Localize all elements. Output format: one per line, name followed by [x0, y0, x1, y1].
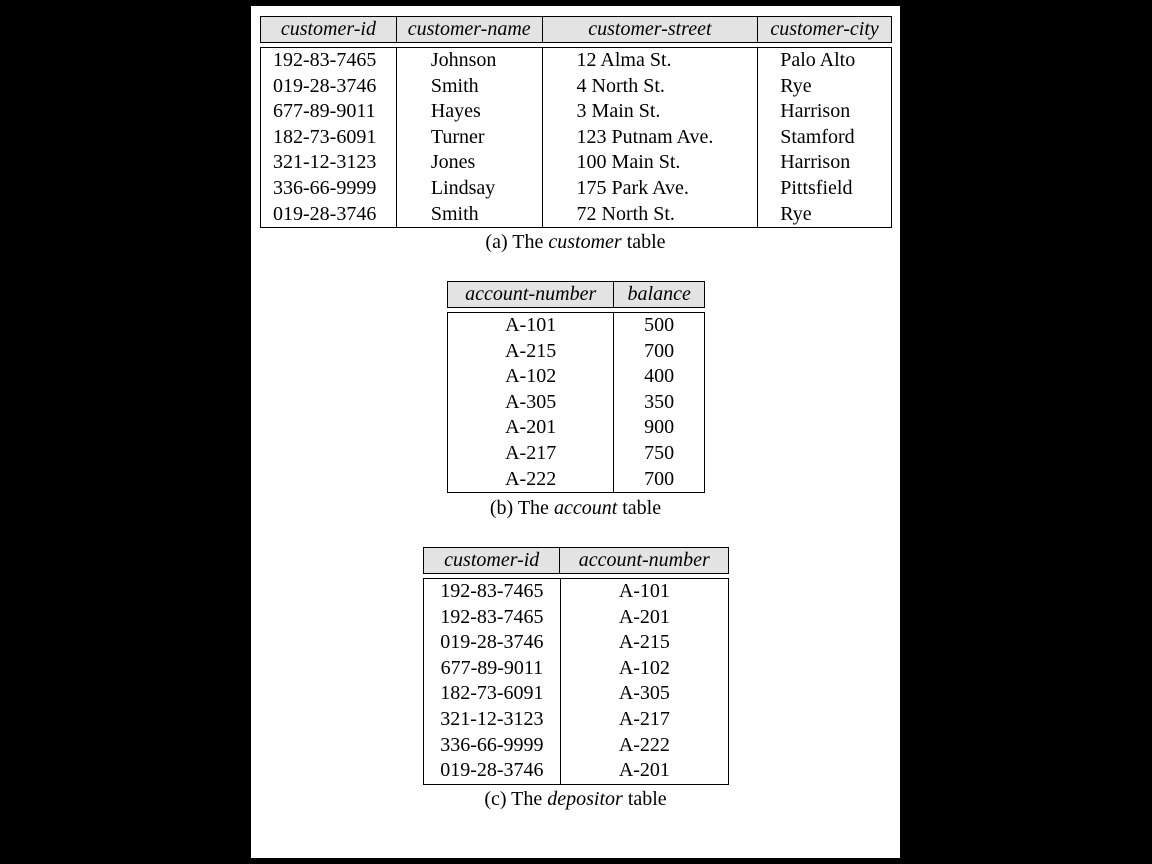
caption-suffix: table	[622, 788, 667, 810]
caption-prefix: (b) The	[489, 497, 554, 519]
table-cell: Turner	[396, 125, 542, 151]
column-header: balance	[614, 282, 705, 308]
caption-table-name: customer	[548, 231, 622, 253]
account-figure	[447, 281, 705, 493]
table-cell: 175 Park Ave.	[542, 176, 758, 202]
table-cell: 72 North St.	[542, 202, 758, 228]
column-header: customer-city	[758, 17, 892, 43]
table-cell: A-217	[505, 441, 557, 464]
table-cell: 123 Putnam Ave.	[542, 125, 758, 151]
table-row	[448, 415, 705, 441]
column-header: customer-id	[444, 549, 540, 571]
header-row	[424, 548, 729, 574]
table-cell: 321-12-3123	[440, 707, 544, 730]
table-row	[424, 579, 729, 605]
account-table-header	[447, 281, 705, 308]
table-cell: 700	[614, 339, 705, 365]
depositor-figure	[423, 547, 729, 785]
table-row	[448, 313, 705, 339]
table-cell: 192-83-7465	[440, 580, 544, 602]
table-cell: A-201	[505, 416, 557, 439]
table-cell: Smith	[396, 74, 542, 100]
table-row	[424, 733, 729, 759]
table-cell: Lindsay	[396, 176, 542, 202]
table-row	[261, 176, 892, 202]
table-cell: 3 Main St.	[542, 99, 758, 125]
table-cell: Stamford	[758, 125, 892, 151]
table-row	[448, 467, 705, 493]
table-cell: Jones	[396, 150, 542, 176]
customer-caption	[251, 231, 900, 254]
table-row	[448, 441, 705, 467]
table-cell: A-102	[505, 365, 557, 388]
table-cell: 4 North St.	[542, 74, 758, 100]
column-header: account-number	[560, 548, 729, 574]
column-header: customer-id	[280, 18, 376, 40]
table-cell: Pittsfield	[758, 176, 892, 202]
table-row	[261, 99, 892, 125]
table-cell: A-201	[560, 758, 728, 784]
table-cell: A-201	[560, 605, 728, 631]
table-cell: Harrison	[758, 150, 892, 176]
table-cell: 350	[614, 390, 705, 416]
table-row	[261, 48, 892, 74]
table-cell: 182-73-6091	[440, 682, 544, 705]
table-cell: Hayes	[396, 99, 542, 125]
table-cell: 019-28-3746	[273, 74, 377, 97]
table-cell: Smith	[396, 202, 542, 228]
customer-figure	[260, 16, 892, 228]
table-row	[261, 202, 892, 228]
table-cell: 750	[614, 441, 705, 467]
table-cell: 400	[614, 364, 705, 390]
table-row	[424, 656, 729, 682]
table-cell: 192-83-7465	[273, 49, 377, 71]
table-cell: 019-28-3746	[440, 631, 544, 654]
table-row	[424, 681, 729, 707]
table-cell: 700	[614, 467, 705, 493]
table-cell: 677-89-9011	[273, 100, 376, 123]
caption-suffix: table	[621, 231, 666, 253]
table-cell: A-215	[505, 339, 557, 362]
depositor-table-header	[423, 547, 729, 574]
table-cell: A-222	[505, 467, 557, 490]
caption-suffix: table	[617, 497, 662, 519]
table-cell: Rye	[758, 74, 892, 100]
table-cell: A-305	[505, 390, 557, 413]
table-row	[261, 125, 892, 151]
table-cell: 336-66-9999	[440, 733, 544, 756]
table-cell: Palo Alto	[758, 48, 892, 74]
table-row	[448, 364, 705, 390]
table-cell: 12 Alma St.	[542, 48, 758, 74]
table-cell: A-101	[560, 579, 728, 605]
table-cell: A-305	[560, 681, 728, 707]
column-header: account-number	[465, 283, 597, 305]
depositor-table-body	[423, 578, 729, 785]
table-cell: 019-28-3746	[273, 202, 377, 225]
caption-table-name: account	[553, 497, 618, 519]
table-cell: A-215	[560, 630, 728, 656]
document-page	[251, 6, 900, 858]
table-row	[448, 339, 705, 365]
table-cell: Rye	[758, 202, 892, 228]
table-row	[424, 630, 729, 656]
column-header: customer-street	[542, 17, 757, 43]
caption-prefix: (c) The	[484, 788, 548, 810]
table-cell: A-101	[505, 314, 557, 336]
column-header: customer-name	[396, 17, 542, 43]
table-row	[261, 74, 892, 100]
caption-table-name: depositor	[547, 788, 623, 810]
table-cell: 336-66-9999	[273, 176, 377, 199]
table-cell: A-217	[560, 707, 728, 733]
table-cell: A-102	[560, 656, 728, 682]
table-row	[448, 390, 705, 416]
table-row	[424, 758, 729, 784]
table-cell: 500	[614, 313, 705, 339]
header-row	[261, 17, 892, 43]
table-cell: 182-73-6091	[273, 125, 377, 148]
table-cell: 100 Main St.	[542, 150, 758, 176]
customer-table-header	[260, 16, 892, 43]
caption-prefix: (a) The	[485, 231, 549, 253]
table-row	[424, 605, 729, 631]
table-cell: Johnson	[396, 48, 542, 74]
table-cell: 019-28-3746	[440, 759, 544, 782]
header-row	[448, 282, 705, 308]
account-caption	[251, 497, 900, 520]
account-table-body	[447, 312, 705, 493]
table-cell: 321-12-3123	[273, 151, 377, 174]
customer-table-body	[260, 47, 892, 228]
table-cell: 677-89-9011	[440, 656, 544, 679]
table-cell: 900	[614, 415, 705, 441]
table-cell: 192-83-7465	[440, 605, 544, 628]
depositor-caption	[251, 788, 900, 811]
table-row	[424, 707, 729, 733]
table-cell: Harrison	[758, 99, 892, 125]
table-row	[261, 150, 892, 176]
table-cell: A-222	[560, 733, 728, 759]
